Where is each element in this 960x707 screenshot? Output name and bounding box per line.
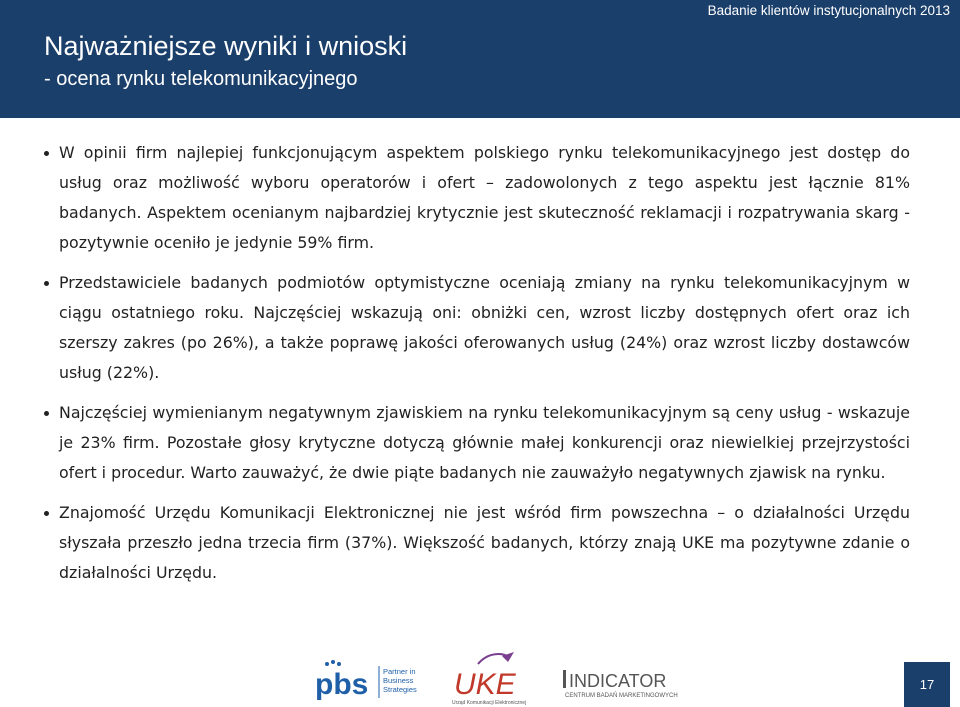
pbs-tagline-line: Strategies — [383, 685, 417, 694]
uke-logo — [448, 650, 528, 706]
page-number: 17 — [904, 662, 950, 707]
bullet-item: Najczęściej wymienianym negatywnym zjawiskiem na rynku telekomunikacyjnym są ceny usług - wskazuje je 23% firm. Pozostałe głosy krytyczne dotyczą głównie małej konkurencji oraz niewielkiej przejrzystości ofert i procedur. Warto zauważyć, że dwie piąte badanych nie zauważyło negatywnych zjawisk na rynku. — [44, 398, 910, 488]
bullet-item: W opinii firm najlepiej funkcjonującym aspektem polskiego rynku telekomunikacyjnego jest dostęp do usług oraz możliwość wyboru operatorów i ofert – zadowolonych z tego aspektu jest łącznie 81% badanych. Aspektem ocenianym najbardziej krytycznie jest skuteczność reklamacji i rozpatrywania skarg - pozytywnie oceniło je jedynie 59% firm. — [44, 138, 910, 258]
indicator-logo-name: INDICATOR — [569, 671, 667, 691]
bullet-list — [44, 138, 910, 598]
pbs-logo — [313, 658, 433, 700]
bullet-item: Przedstawiciele badanych podmiotów optymistyczne oceniają zmiany na rynku telekomunikacyjnym w ciągu ostatniego roku. Najczęściej wskazują oni: obniżki cen, wzrost liczby dostępnych ofert oraz ich szerszy zakres (po 26%), a także poprawę jakości oferowanych usług (24%) oraz wzrost liczby dostawców usług (22%). — [44, 268, 910, 388]
indicator-tagline: CENTRUM BADAŃ MARKETINGOWYCH — [565, 693, 678, 699]
header-banner — [0, 0, 960, 118]
uke-logo-name: UKE — [454, 668, 516, 701]
page-title: Najważniejsze wyniki i wnioski — [44, 31, 408, 61]
pbs-logo-name: pbs — [315, 668, 369, 700]
uke-caption: Urząd Komunikacji Elektronicznej — [452, 700, 527, 706]
footer — [0, 640, 960, 707]
study-tag: Badanie klientów instytucjonalnych 2013 — [707, 3, 950, 18]
page-subtitle: - ocena rynku telekomunikacyjnego — [44, 68, 358, 90]
bullet-item: Znajomość Urzędu Komunikacji Elektronicznej nie jest wśród firm powszechna – o działalności Urzędu słyszała przeszło jedna trzecia firm (37%). Większość badanych, którzy znają UKE ma pozytywne zdanie o działalności Urzędu. — [44, 498, 910, 588]
pbs-tagline-line: Business — [383, 676, 414, 685]
indicator-logo — [563, 666, 683, 700]
pbs-tagline-line: Partner in — [383, 667, 416, 676]
